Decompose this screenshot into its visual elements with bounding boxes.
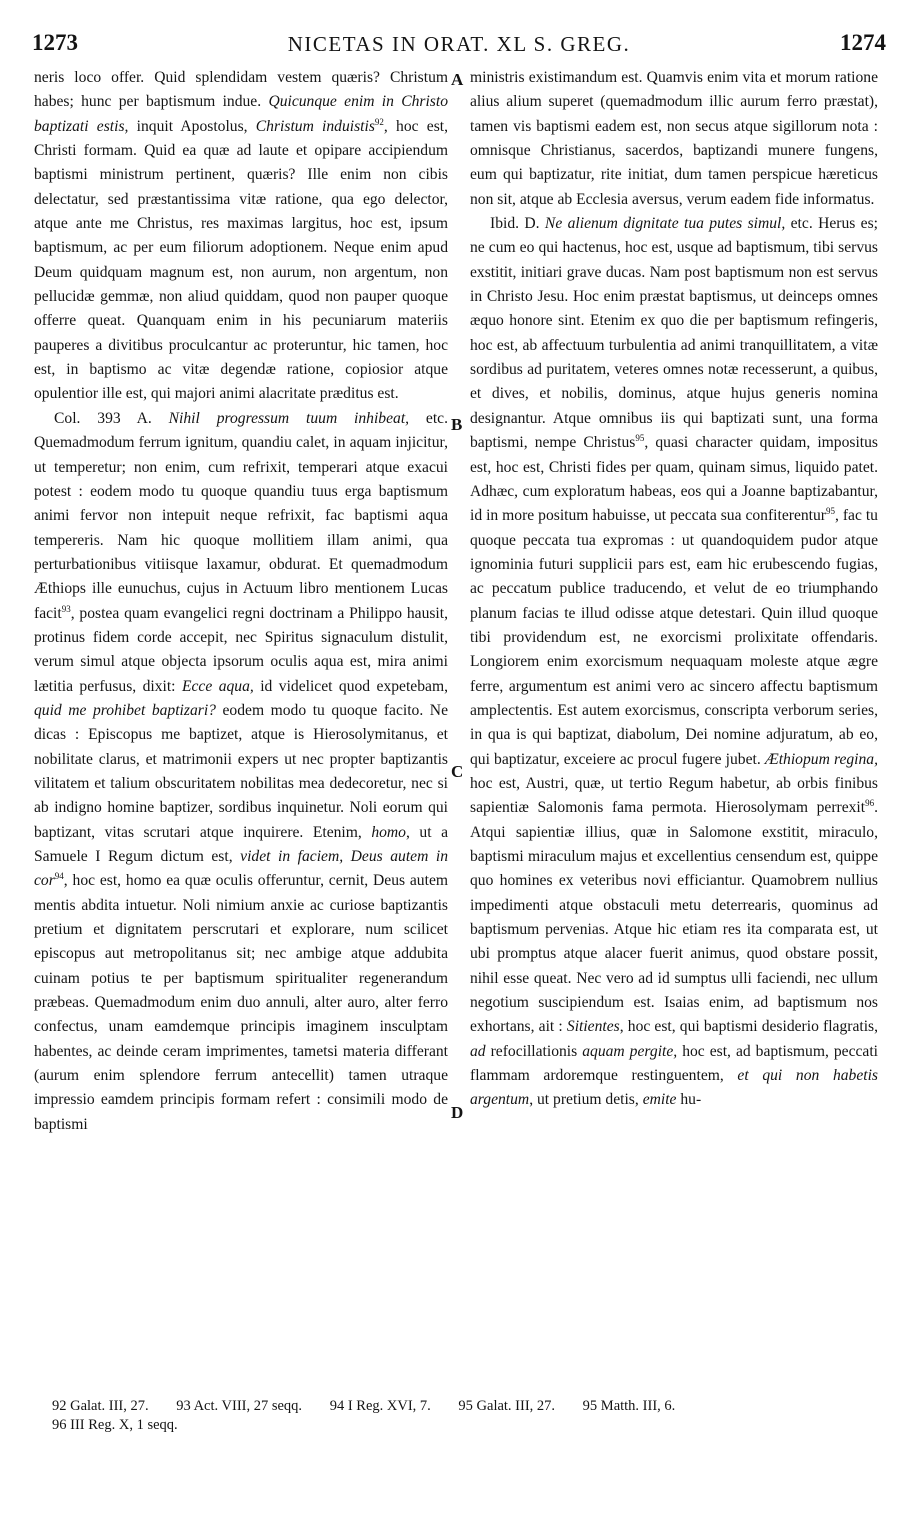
text-run: , quasi character quidam, impositus est, hoc est, Christi fides per quam, quinam simus, liquido patet. Adhæc, cum exploratum habeas, eos qui a Joanne baptizabantur, id in more positum habuisse, ut peccata sua confiterentur xyxy=(470,434,878,525)
paragraph xyxy=(34,66,448,407)
text-run: hoc est, ad baptismum, peccati flammam ardoremque restinguentem, xyxy=(470,1042,879,1085)
text-run: neris loco offer. Quid splendidam vestem quæris? Christum habes; hunc per baptismum indue. xyxy=(34,69,448,111)
column-reference: Col. 393 A. xyxy=(54,409,152,427)
footnotes xyxy=(52,1397,884,1435)
text-run: hoc est, Austri, quæ, ut tertio Regum habetur, ab orbis finibus sapientiæ Salomonis fama permota. Hierosolymam perrexit xyxy=(470,774,878,817)
text-run: refocillationis xyxy=(490,1042,578,1060)
scripture-quote: Sitientes xyxy=(566,1018,620,1036)
scripture-quote: emite xyxy=(642,1091,677,1109)
footnote-ref: 93 xyxy=(61,603,71,614)
text-run: etc. Herus es; ne cum eo qui hactenus, hoc est, usque ad baptismum, tibi servus exstitit, initiari grave ducas. Nam post baptismum non est servus in Christo Jesu. Hoc enim præstat baptismus, ut deinceps omnes æquo honore sint. Etenim ex quo die per baptismum refingeris, hoc est, ab affectuum turbulentia ad animi tranquillitatem, a vitæ sordibus ad puritatem, veteres omnes notæ recesserunt, a quibus, et dives, et nobilis, dominus, atque hujus generis nomina designantur. Atque omnibus iis qui baptizati sunt, una forma baptismi, nempe Christus xyxy=(470,215,879,452)
text-run: , hoc est, Christi formam. Quid ea quæ ad laute et opipare accipiendum baptismi ministrum pertinent, quæris? Ille enim non cibis delectatur, sed præstantissima vitæ ratione, qua ego delector, atque ante me Christus, res maximas largitus, hoc est, ipsum baptismum, ac per eum filiorum adoptionem. Neque enim apud Deum quidquam magnum est, non aurum, non argentum, non pellucidæ gemmæ, non aliud quiddam, quod non pauper quoque offerre queat. Quanquam enim in his pecuniarum materiis pauperes a divitibus proculcantur ac proteruntur, hic tamen, hoc est, in baptismo ac vitæ degendæ ratione, copiosior atque opulentior ille est, qui majori animi alacritate præditus est. xyxy=(34,117,448,403)
footnote: 95 Galat. III, 27. xyxy=(458,1398,556,1414)
lemma: Nihil progressum tuum inhibeat, xyxy=(168,409,410,427)
text-run: ministris existimandum est. Quamvis enim vita et morum ratione alius alium superet (quemadmodum illic aurum ferro præstat), tamen vis baptismi eadem est, non secus atque sigillorum nota : omnisque Christianus, sacerdos, baptizandi munere fungens, eum qui baptizatur, rite initiat, dum tamen perspicue hæreticus non sit, atque ab Ecclesia aversus, verum eadem fide informatus. xyxy=(470,69,878,208)
running-title: NICETAS IN ORAT. XL S. GREG. xyxy=(287,32,631,56)
column-reference: Ibid. D. xyxy=(490,215,540,233)
text-run: hu- xyxy=(680,1091,702,1109)
scripture-quote: quid me prohibet baptizari? xyxy=(34,701,216,719)
footnote: 96 III Reg. X, 1 seqq. xyxy=(52,1417,178,1433)
scripture-quote: Christum induistis xyxy=(255,117,375,135)
footnote-row xyxy=(52,1416,884,1435)
footnote: 92 Galat. III, 27. xyxy=(52,1398,149,1414)
text-run: , ut pretium detis, xyxy=(529,1091,639,1109)
text-run: , ut a Samuele I Regum dictum est, xyxy=(34,823,448,865)
footnote-ref: 92 xyxy=(374,116,384,127)
text-run: , hoc est, homo ea quæ oculis offeruntur, cernit, Deus autem mentis abdita intuetur. Noli nimium anxie ac curiose baptizantis pretium et dignitatem perscrutari et explorare, num scilicet episcopus aut metropolitanus sit; nec ambige atque addubita cuinam potius te per baptismum spiritualiter regenerandum præbeas. Quemadmodum enim duo annuli, alter auro, alter ferro confectus, unam eamdemque principis imaginem insculptam habentes, ac deinde ceram imprimentes, tametsi materia differant (aurum enim splendore ferrum antecellit) tamen utraque impressio eamdem principis formam refert : consimili modo de baptismi xyxy=(34,872,448,1133)
scripture-quote: videt in faciem, Deus autem in cor xyxy=(34,848,449,890)
scripture-quote: aquam pergite, xyxy=(582,1042,678,1060)
paragraph xyxy=(34,407,448,1137)
scripture-quote: Ecce aqua, xyxy=(181,677,254,695)
paragraph xyxy=(470,66,878,212)
footnote-row xyxy=(52,1397,884,1416)
text-run: , fac tu quoque peccata tua expromas : ut quandoquidem pudor atque ignominia futuri supplicii pars est, eam hic erubescendo fugias, ac peccatum publice traducendo, et velut de eo triumphando planum facias te illud odisse atque detestari. Quin illud quoque tibi providendum est, ne exorcismi prolixitate offendaris. Longiorem enim exorcismum nequaquam moleste atque ægre ferre, argumentum est animi vero ac sincero affectu baptismum amplectentis. Est autem exorcismus, conscripta verborum series, in qua is qui baptizat, diabolum, Dei nomine adjuratum, ab eo, qui baptizatur, exceiere ac procul fugere jubet. xyxy=(470,507,878,768)
margin-letter-d: D xyxy=(451,1103,464,1122)
scripture-quote: et qui non habetis argentum xyxy=(470,1067,878,1109)
page-number-left: 1273 xyxy=(32,30,78,55)
scripture-quote: Quicunque enim in Christo baptizati estis, xyxy=(34,93,448,135)
text-run: eodem modo tu quoque facito. Ne dicas : Episcopus me baptizet, atque is Hierosolymitanus, et nobilitate clarus, et matrimonii expers ut nec propter baptizantis vilitatem et talium obscuritatem nobilitas mea dedecoretur, nec si ab indigno homine baptizer, sordibus inquinetur. Noli eorum qui baptizant, vitas scrutari atque inquirere. Etenim, xyxy=(34,701,448,841)
margin-letter-a: A xyxy=(451,70,464,89)
text-run: . Atqui sapientiæ illius, quæ in Salomone exstitit, miraculo, baptismi miraculum majus et excellentius censendum est, quippe quo homines ex veteribus novi efficiantur. Quamobrem nullius impedimenti atque obstaculi metu deterrearis, quominus ad baptismum pervenias. Atque hic etiam res ita comparata est, ut ubi promptus atque alacer fuerit animus, quod obstare possit, nihil esse queat. Nec vero ad id sumptus ulli faciendi, nec ullum negotium suscipiendum est. Isaias enim, ad baptismum nos exhortans, ait : xyxy=(470,799,878,1036)
text-run: , postea quam evangelici regni doctrinam a Philippo hausit, protinus fidem corde accepit, nec Spiritus signaculum distulit, verum simul atque objecta ipsorum oculis aqua est, mira animi lætitia perfusus, dixit: xyxy=(34,604,448,695)
footnote-ref: 95 xyxy=(826,506,835,516)
text-run: id videlicet quod expetebam, xyxy=(260,677,448,695)
scripture-quote: homo xyxy=(371,823,406,841)
footnote-ref: 96 xyxy=(865,798,875,809)
lemma: Æthiopum regina, xyxy=(764,750,878,768)
page-number-right: 1274 xyxy=(840,30,886,55)
text-run: , hoc est, qui baptismi desiderio flagratis, xyxy=(619,1018,879,1036)
footnote-ref: 94 xyxy=(54,871,64,882)
margin-letter-b: B xyxy=(451,415,463,434)
running-header xyxy=(32,30,886,64)
footnote: 93 Act. VIII, 27 seqq. xyxy=(176,1398,303,1414)
left-column xyxy=(34,66,448,1137)
text-run: etc. Quemadmodum ferrum ignitum, quandiu calet, in aquam injicitur, ut temperetur; non enim, cum refrixit, temperari atque exacui potest : eodem modo tu quoque quandiu tuus erga baptismum animi fervor non intepuit neque refrixit, fac baptismi aqua tempereris. Nam hic quoque mollitiem illam animi, qua perturbationibus vitiisque laxamur, obdurat. Et quemadmodum Æthiops ille eunuchus, cujus in Actuum libro mentionem Lucas facit xyxy=(34,409,448,622)
scripture-quote: ad xyxy=(470,1042,486,1060)
lemma: Ne alienum dignitate tua putes simul, xyxy=(544,215,786,233)
right-column xyxy=(470,66,878,1113)
paragraph xyxy=(470,212,878,1113)
margin-letter-c: C xyxy=(451,762,464,781)
footnote: 94 I Reg. XVI, 7. xyxy=(329,1398,431,1414)
text-run: inquit Apostolus, xyxy=(136,117,248,135)
footnote-ref: 95 xyxy=(635,432,645,443)
footnote: 95 Matth. III, 6. xyxy=(582,1398,676,1414)
